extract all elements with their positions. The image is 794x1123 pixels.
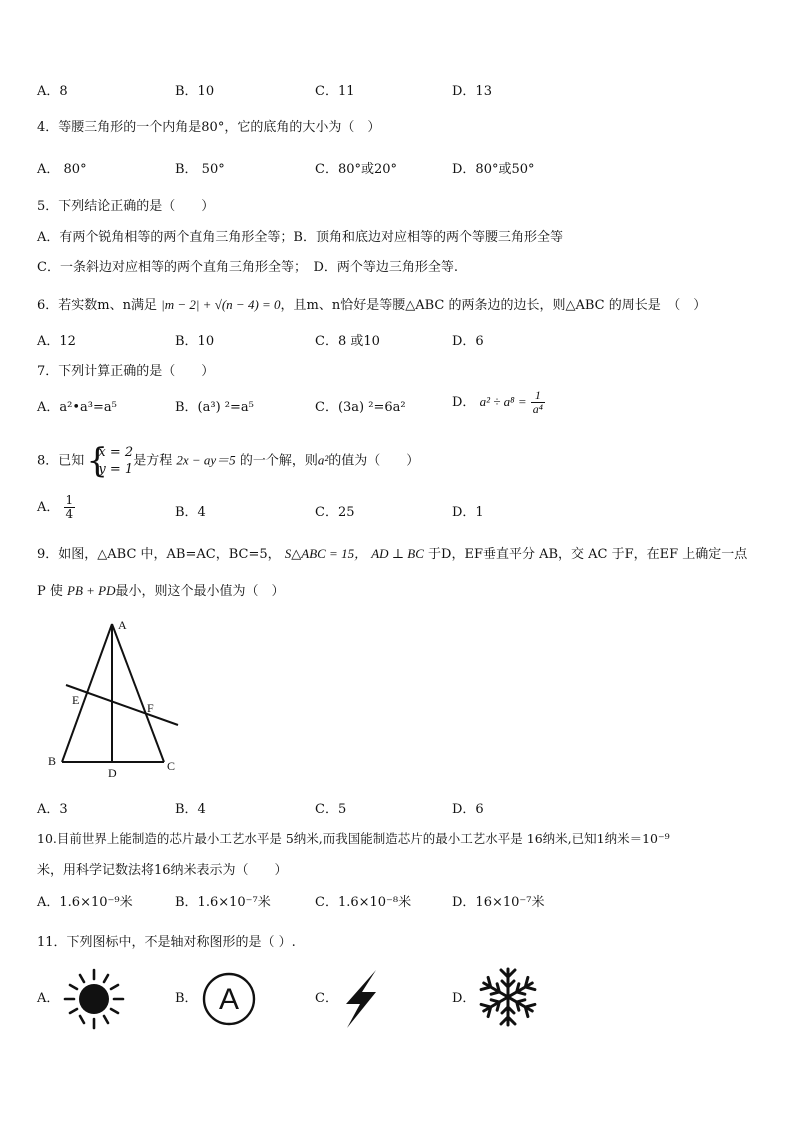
q7-fraction-denominator: a⁴ <box>532 402 543 416</box>
q9-label-f: F <box>147 701 154 715</box>
q11-option-c-label: C． <box>315 991 338 1006</box>
q10-stem-line2: 米，用科学记数法将16纳米表示为（ ） <box>37 863 288 878</box>
q9-stem <box>37 545 747 564</box>
q11-b-letter: A <box>218 983 240 1016</box>
q9-line2-end: 最小，则这个最小值为（ ） <box>115 584 285 599</box>
q8-brace: { <box>86 441 109 481</box>
q10-option-a: A．1.6×10⁻⁹米 <box>37 895 133 910</box>
q11-option-d-label: D． <box>452 991 476 1006</box>
q9-stem-line2 <box>37 582 285 601</box>
q10-option-b: B．1.6×10⁻⁷米 <box>175 895 271 910</box>
q9-label-a: A <box>118 618 127 632</box>
q9-stem-end: 于D，EF垂直平分 AB，交 AC 于F，在EF 上确定一点 <box>428 547 748 562</box>
q11-option-b-label: B． <box>175 991 198 1006</box>
q8-fraction-denominator: 4 <box>65 507 74 521</box>
q9-perpendicular: AD ⊥ BC <box>371 546 424 561</box>
q11-stem: 11．下列图标中，不是轴对称图形的是（ ）. <box>37 935 296 950</box>
q7-stem: 7．下列计算正确的是（ ） <box>37 364 215 379</box>
q8-option-a-label: A． <box>37 500 60 515</box>
q4-option-d: D．80°或50° <box>452 162 535 177</box>
q9-area: S△ABC = 15， <box>284 546 368 561</box>
q5-options-cd: C．一条斜边对应相等的两个直角三角形全等； D．两个等边三角形全等. <box>37 260 459 275</box>
q8-fraction-numerator: 1 <box>65 493 74 507</box>
q9-option-a: A．3 <box>37 802 68 817</box>
q9-label-d: D <box>108 766 117 780</box>
q8-option-a <box>37 494 75 521</box>
q11-option-a-label: A． <box>37 991 60 1006</box>
q6-option-b: B．10 <box>175 334 215 349</box>
q8-system-x: x = 2 <box>98 445 134 460</box>
q5-options-ab: A．有两个锐角相等的两个直角三角形全等；B．顶角和底边对应相等的两个等腰三角形全等 <box>37 230 563 245</box>
q8-stem-start: 8．已知 <box>37 453 85 469</box>
q7-fraction-numerator: 1 <box>531 389 545 403</box>
q3-option-c: C．11 <box>315 84 355 99</box>
q9-side-ac <box>112 624 164 762</box>
q3-option-b: B．10 <box>175 84 215 99</box>
q9-label-c: C <box>167 759 176 773</box>
q9-option-b: B．4 <box>175 802 206 817</box>
q7-option-d-expr: a² ÷ a⁸ = <box>479 394 527 409</box>
q9-line2-start: P 使 <box>37 584 63 599</box>
q9-label-e: E <box>72 693 80 707</box>
q9-option-d: D．6 <box>452 802 484 817</box>
snowflake-icon <box>478 966 538 1028</box>
q8-equation-system <box>86 441 134 481</box>
q9-triangle-figure <box>40 612 190 782</box>
q8-stem-mid: 是方程 <box>133 453 173 469</box>
q8-stem <box>37 441 420 481</box>
q9-stem-start: 9．如图，△ABC 中，AB=AC，BC=5， <box>37 547 281 562</box>
q7-option-d <box>452 389 545 416</box>
q7-option-b: B．(a³) ²=a⁵ <box>175 400 254 415</box>
q9-line2-expr: PB + PD <box>67 583 116 598</box>
q4-option-a: A． 80° <box>37 162 87 177</box>
q8-system-y: y = 1 <box>98 462 134 477</box>
q9-option-c: C．5 <box>315 802 347 817</box>
q6-stem-start: 6．若实数m、n满足 <box>37 298 157 313</box>
q9-label-b: B <box>48 754 57 768</box>
q6-option-a: A．12 <box>37 334 76 349</box>
q4-stem: 4．等腰三角形的一个内角是80°，它的底角的大小为（ ） <box>37 120 381 135</box>
q10-stem: 10.目前世界上能制造的芯片最小工艺水平是 5纳米,而我国能制造芯片的最小工艺水平是 16纳米,已知1纳米＝10⁻⁹ <box>37 831 670 846</box>
sun-icon <box>63 968 125 1030</box>
q8-equation: 2x − ay＝5 <box>176 452 236 468</box>
q7-option-a: A．a²•a³=a⁵ <box>37 400 117 415</box>
q4-option-b: B． 50° <box>175 162 225 177</box>
q8-a-squared: a² <box>317 452 329 468</box>
lightning-bolt-icon <box>340 968 382 1030</box>
q8-option-c: C．25 <box>315 505 355 520</box>
q3-option-d: D．13 <box>452 84 492 99</box>
q6-stem <box>37 296 706 315</box>
q6-option-c: C．8 或10 <box>315 334 380 349</box>
q8-stem-end: 的值为（ ） <box>328 453 420 469</box>
q8-option-d: D．1 <box>452 505 484 520</box>
q7-option-c: C．(3a) ²=6a² <box>315 400 406 415</box>
q8-stem-mid2: 的一个解，则 <box>239 453 318 469</box>
q5-stem: 5．下列结论正确的是（ ） <box>37 199 215 214</box>
q8-option-a-fraction <box>64 494 76 521</box>
letter-a-circle-icon <box>200 971 258 1027</box>
q7-option-d-fraction <box>531 389 545 416</box>
q10-option-d: D．16×10⁻⁷米 <box>452 895 545 910</box>
q8-option-b: B．4 <box>175 505 206 520</box>
q7-option-d-label: D． <box>452 395 476 410</box>
q6-stem-end: ，且m、n恰好是等腰△ABC 的两条边的边长，则△ABC 的周长是 （ ） <box>280 298 707 313</box>
q10-option-c: C．1.6×10⁻⁸米 <box>315 895 412 910</box>
q6-option-d: D．6 <box>452 334 484 349</box>
q3-option-a: A．8 <box>37 84 68 99</box>
q6-expression: |m − 2| + √(n − 4) = 0 <box>161 297 281 312</box>
q4-option-c: C．80°或20° <box>315 162 398 177</box>
